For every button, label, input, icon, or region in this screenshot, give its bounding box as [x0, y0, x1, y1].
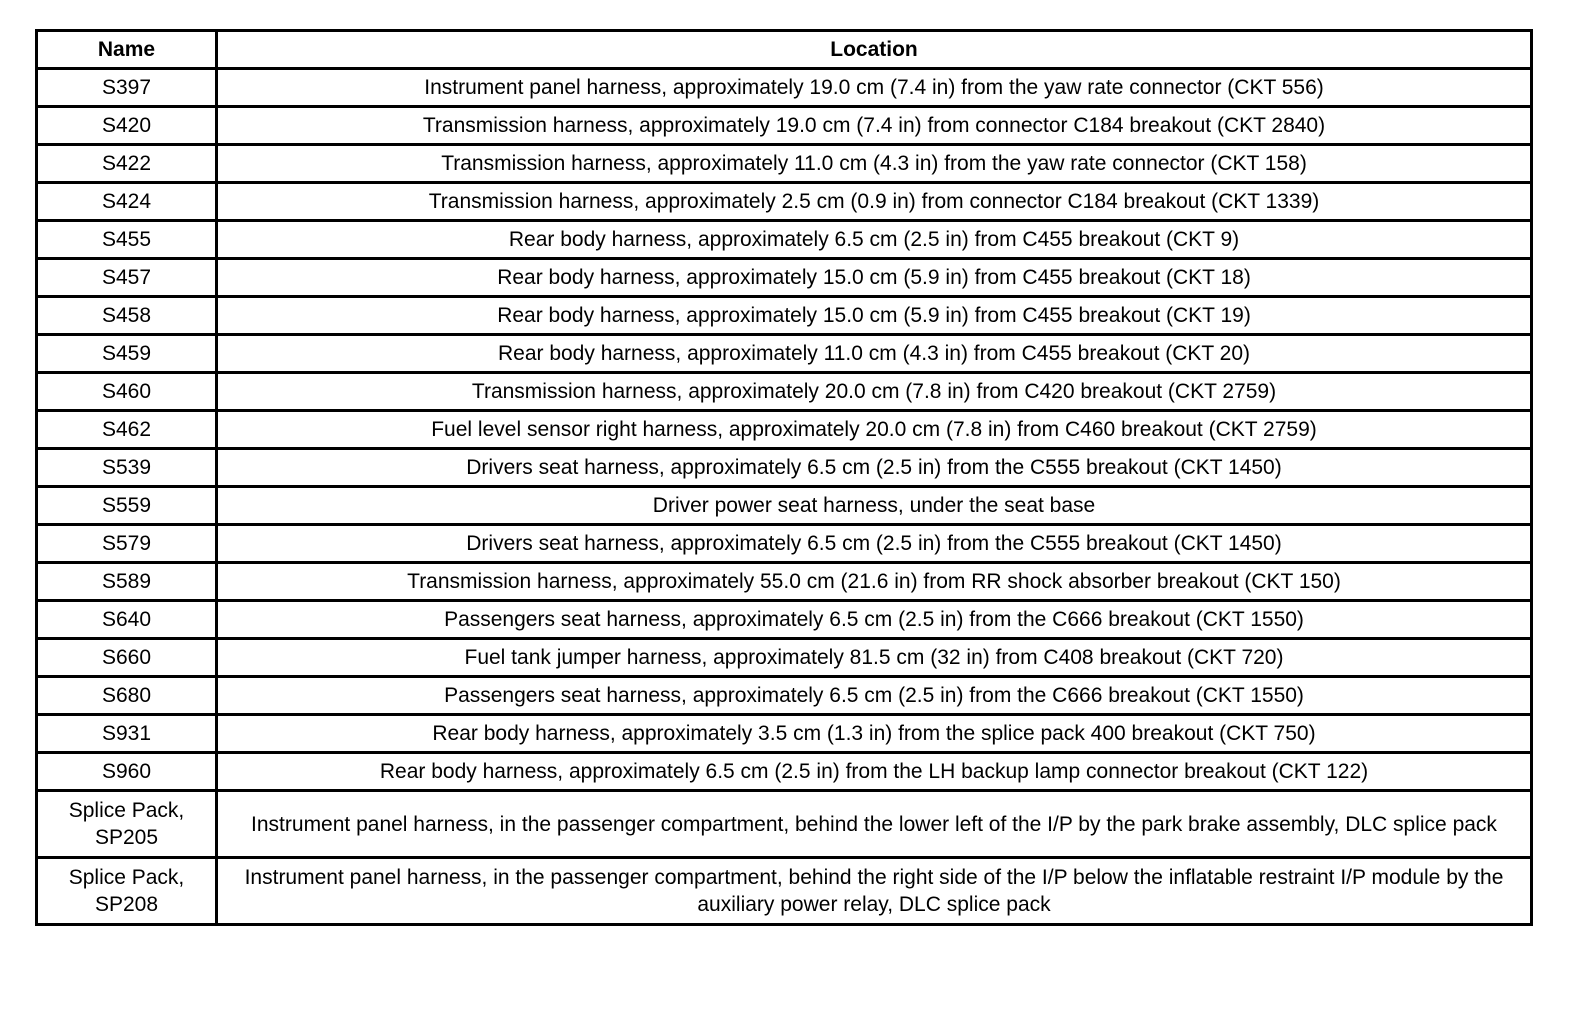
location-cell: Fuel level sensor right harness, approximately 20.0 cm (7.8 in) from C460 breakout (CKT 2759)	[217, 411, 1532, 449]
location-cell: Fuel tank jumper harness, approximately 81.5 cm (32 in) from C408 breakout (CKT 720)	[217, 639, 1532, 677]
location-cell: Rear body harness, approximately 3.5 cm (1.3 in) from the splice pack 400 breakout (CKT 750)	[217, 715, 1532, 753]
name-cell: S422	[37, 145, 217, 183]
name-cell: S462	[37, 411, 217, 449]
name-cell: S397	[37, 69, 217, 107]
name-cell: S640	[37, 601, 217, 639]
table-row	[37, 259, 1532, 297]
location-cell: Rear body harness, approximately 6.5 cm (2.5 in) from C455 breakout (CKT 9)	[217, 221, 1532, 259]
splice-location-table	[35, 29, 1533, 926]
table-row	[37, 335, 1532, 373]
table-header-row	[37, 31, 1532, 69]
column-header-name: Name	[37, 31, 217, 69]
location-cell: Transmission harness, approximately 20.0 cm (7.8 in) from C420 breakout (CKT 2759)	[217, 373, 1532, 411]
name-cell: Splice Pack, SP208	[37, 858, 217, 925]
table-row	[37, 183, 1532, 221]
table-row	[37, 69, 1532, 107]
table-row	[37, 107, 1532, 145]
location-cell: Drivers seat harness, approximately 6.5 cm (2.5 in) from the C555 breakout (CKT 1450)	[217, 525, 1532, 563]
location-cell: Drivers seat harness, approximately 6.5 cm (2.5 in) from the C555 breakout (CKT 1450)	[217, 449, 1532, 487]
name-cell: S458	[37, 297, 217, 335]
location-cell: Rear body harness, approximately 15.0 cm (5.9 in) from C455 breakout (CKT 19)	[217, 297, 1532, 335]
name-cell: S420	[37, 107, 217, 145]
name-cell: S539	[37, 449, 217, 487]
name-cell: S424	[37, 183, 217, 221]
column-header-location: Location	[217, 31, 1532, 69]
name-cell: S931	[37, 715, 217, 753]
name-cell: S460	[37, 373, 217, 411]
name-cell: S579	[37, 525, 217, 563]
name-cell: S589	[37, 563, 217, 601]
table-row	[37, 145, 1532, 183]
table-row	[37, 373, 1532, 411]
location-cell: Instrument panel harness, approximately 19.0 cm (7.4 in) from the yaw rate connector (CKT 556)	[217, 69, 1532, 107]
table-row	[37, 639, 1532, 677]
location-cell: Rear body harness, approximately 11.0 cm (4.3 in) from C455 breakout (CKT 20)	[217, 335, 1532, 373]
table-row	[37, 221, 1532, 259]
name-cell: Splice Pack, SP205	[37, 791, 217, 858]
location-cell: Transmission harness, approximately 2.5 cm (0.9 in) from connector C184 breakout (CKT 1339)	[217, 183, 1532, 221]
location-cell: Transmission harness, approximately 55.0 cm (21.6 in) from RR shock absorber breakout (CKT 150)	[217, 563, 1532, 601]
name-cell: S660	[37, 639, 217, 677]
table-row	[37, 563, 1532, 601]
table-row	[37, 677, 1532, 715]
table-row	[37, 791, 1532, 858]
name-cell: S455	[37, 221, 217, 259]
table-row	[37, 487, 1532, 525]
table-row	[37, 297, 1532, 335]
location-cell: Rear body harness, approximately 6.5 cm (2.5 in) from the LH backup lamp connector breakout (CKT 122)	[217, 753, 1532, 791]
name-cell: S457	[37, 259, 217, 297]
table-row	[37, 715, 1532, 753]
name-cell: S960	[37, 753, 217, 791]
name-cell: S459	[37, 335, 217, 373]
location-cell: Passengers seat harness, approximately 6.5 cm (2.5 in) from the C666 breakout (CKT 1550)	[217, 601, 1532, 639]
location-cell: Instrument panel harness, in the passenger compartment, behind the lower left of the I/P by the park brake assembly, DLC splice pack	[217, 791, 1532, 858]
location-cell: Instrument panel harness, in the passenger compartment, behind the right side of the I/P below the inflatable restraint I/P module by the auxiliary power relay, DLC splice pack	[217, 858, 1532, 925]
table-row	[37, 525, 1532, 563]
table-row	[37, 753, 1532, 791]
table-row	[37, 411, 1532, 449]
table-row	[37, 601, 1532, 639]
table-row	[37, 449, 1532, 487]
name-cell: S559	[37, 487, 217, 525]
location-cell: Transmission harness, approximately 11.0 cm (4.3 in) from the yaw rate connector (CKT 158)	[217, 145, 1532, 183]
location-cell: Passengers seat harness, approximately 6.5 cm (2.5 in) from the C666 breakout (CKT 1550)	[217, 677, 1532, 715]
name-cell: S680	[37, 677, 217, 715]
table-row	[37, 858, 1532, 925]
location-cell: Driver power seat harness, under the seat base	[217, 487, 1532, 525]
location-cell: Rear body harness, approximately 15.0 cm (5.9 in) from C455 breakout (CKT 18)	[217, 259, 1532, 297]
location-cell: Transmission harness, approximately 19.0 cm (7.4 in) from connector C184 breakout (CKT 2840)	[217, 107, 1532, 145]
